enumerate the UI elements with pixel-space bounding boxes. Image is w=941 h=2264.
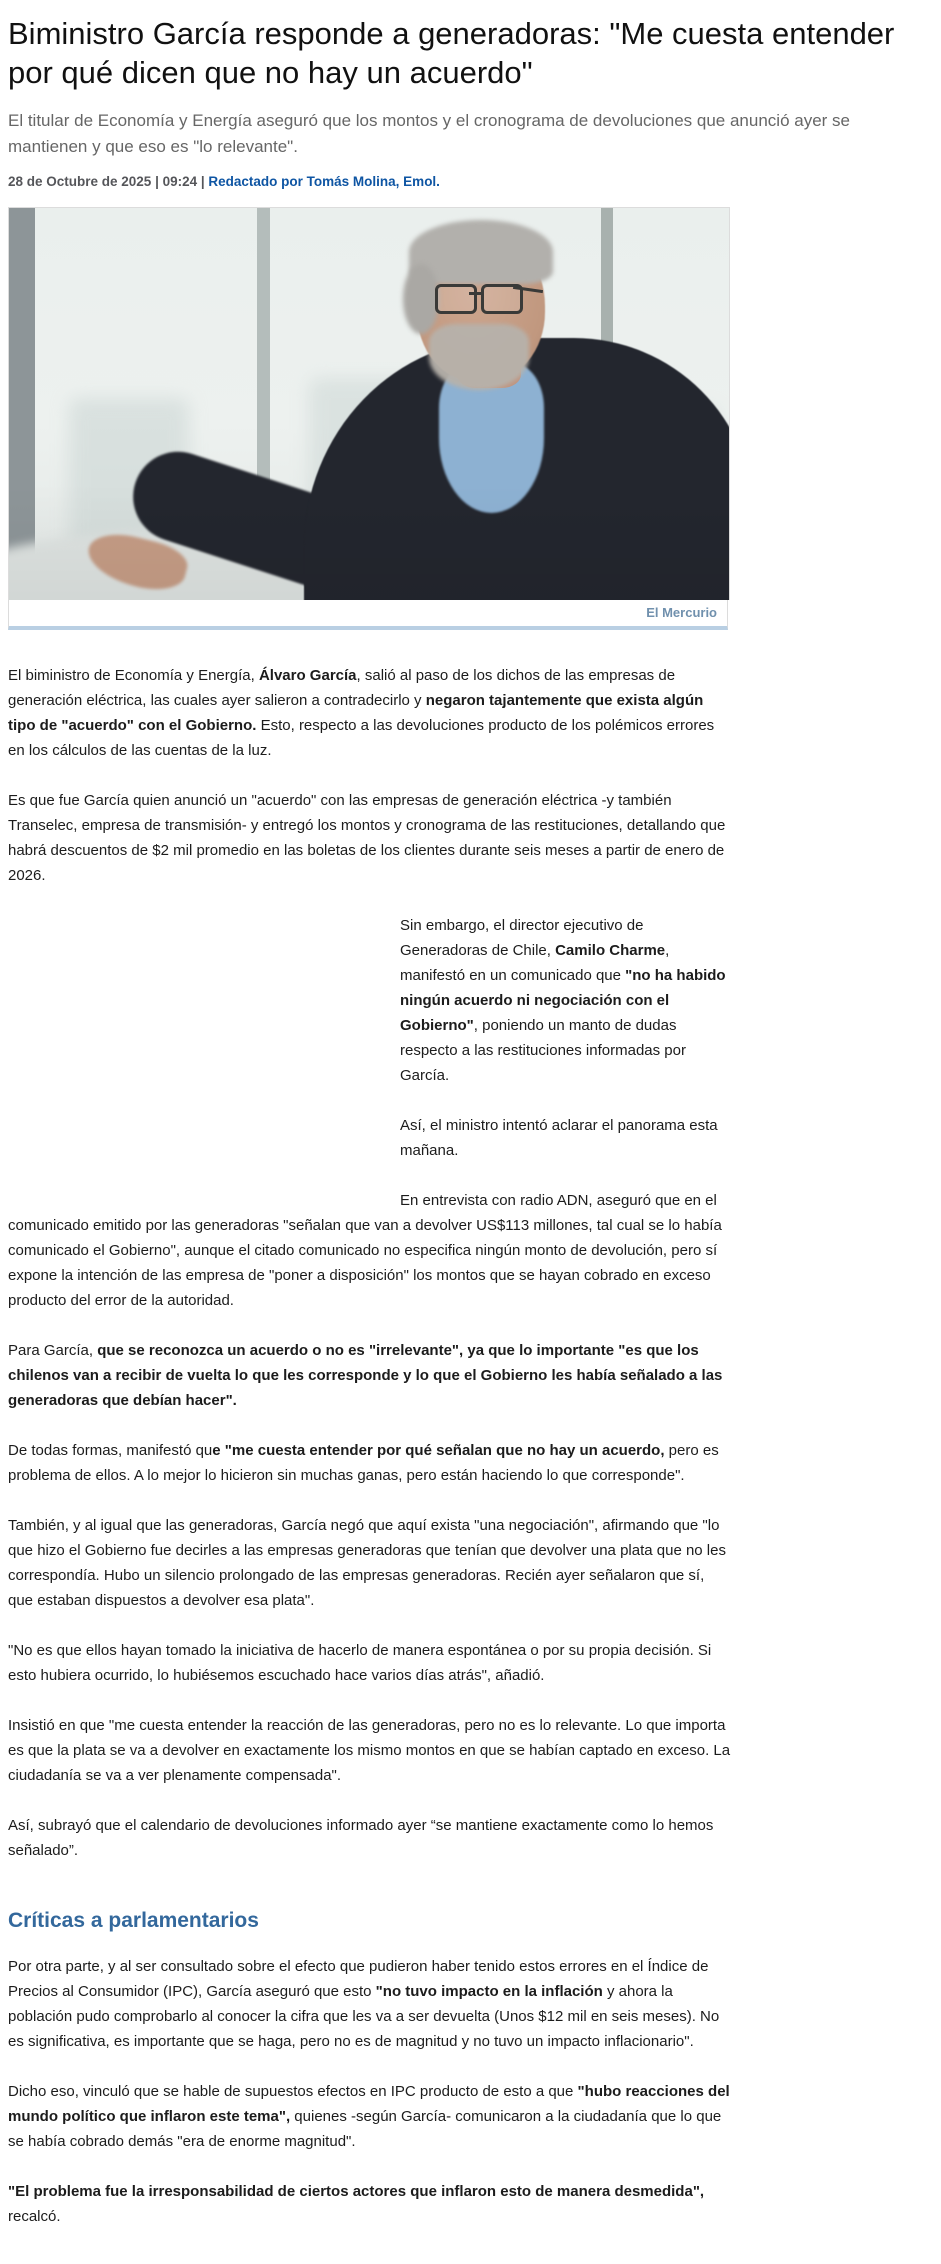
article-subtitle: El titular de Economía y Energía aseguró que los montos y el cronograma de devoluciones que anunció ayer se mantienen y que eso es "lo relevante". bbox=[8, 111, 850, 156]
article-paragraph: También, y al igual que las generadoras, García negó que aquí exista "una negociación", afirmando que "lo que hizo el Gobierno fue decirles a las empresas generadoras que tenían que devolver una plata que no les correspondía. Hubo un silencio prolongado de las empresas generadoras. Recién ayer señalaron que sí, que estaban dispuestos a devolver esa plata". bbox=[8, 1517, 726, 1609]
article-paragraph: Sin embargo, el director ejecutivo de Generadoras de Chile, Camilo Charme, manifestó en un comunicado que "no ha habido ningún acuerdo ni negociación con el Gobierno", poniendo un manto de dudas respecto a las restituciones informadas por García. bbox=[400, 917, 726, 1084]
article-paragraph: Así, subrayó que el calendario de devoluciones informado ayer “se mantiene exactamente como lo hemos señalado”. bbox=[8, 1817, 714, 1859]
article-paragraph: "No es que ellos hayan tomado la iniciativa de hacerlo de manera espontánea o por su propia decisión. Si esto hubiera ocurrido, lo hubiésemos escuchado hace varios días atrás", añadió. bbox=[8, 1642, 712, 1684]
ad-placeholder bbox=[8, 913, 400, 1209]
section-heading: Críticas a parlamentarios bbox=[8, 1909, 259, 1932]
article-body bbox=[8, 663, 732, 2229]
article-paragraph: El biministro de Economía y Energía, Álvaro García, salió al paso de los dichos de las empresas de generación eléctrica, las cuales ayer salieron a contradecirlo y negaron tajantemente que exista algún tipo de "acuerdo" con el Gobierno. Esto, respecto a las devoluciones producto de los polémicos errores en los cálculos de las cuentas de la luz. bbox=[8, 667, 715, 759]
photo-shade-overlay bbox=[9, 208, 729, 600]
article-byline bbox=[8, 174, 941, 189]
article-paragraph: Por otra parte, y al ser consultado sobre el efecto que pudieron haber tenido estos errores en el Índice de Precios al Consumidor (IPC), García aseguró que esto "no tuvo impacto en la inflación y ahora la población pudo comprobarlo al conocer la cifra que les va a ser devuelta (Unos $12 mil en seis meses). No es significativa, es importante que se haga, pero no es de magnitud y no tuvo un impacto inflacionario". bbox=[8, 1958, 720, 2050]
article-paragraph: En entrevista con radio ADN, aseguró que en el comunicado emitido por las generadoras "señalan que van a devolver US$113 millones, tal cual se lo había comunicado el Gobierno", aunque el citado comunicado no especifica ningún monto de devolución, pero sí expone la intención de las empresa de "poner a disposición" los montos que se hayan cobrado en exceso producto del error de la autoridad. bbox=[8, 1192, 722, 1309]
article-photo-figure bbox=[8, 207, 730, 630]
article-paragraph: Dicho eso, vinculó que se hable de supuestos efectos en IPC producto de esto a que "hubo reacciones del mundo político que inflaron este tema", quienes -según García- comunicaron a la ciudadanía que lo que se había cobrado demás "era de enorme magnitud". bbox=[8, 2083, 730, 2150]
article-paragraph: Es que fue García quien anunció un "acuerdo" con las empresas de generación eléctrica -y también Transelec, empresa de transmisión- y entregó los montos y cronograma de las restituciones, detallando que habrá descuentos de $2 mil promedio en las boletas de los clientes durante seis meses a partir de enero de 2026. bbox=[8, 792, 726, 884]
article-title: Biministro García responde a generadoras: "Me cuesta entender por qué dicen que no hay un acuerdo" bbox=[8, 16, 895, 90]
article-date: 28 de Octubre de 2025 | 09:24 | bbox=[8, 174, 209, 189]
article-paragraph: Insistió en que "me cuesta entender la reacción de las generadoras, pero no es lo relevante. Lo que importa es que la plata se va a devolver en exactamente los mismo montos en que se habían captado en exceso. La ciudadanía se va a ver plenamente compensada". bbox=[8, 1717, 731, 1784]
article-photo bbox=[8, 207, 730, 600]
article-paragraph: "El problema fue la irresponsabilidad de ciertos actores que inflaron esto de manera desmedida", recalcó. bbox=[8, 2183, 705, 2225]
article-paragraph: Así, el ministro intentó aclarar el panorama esta mañana. bbox=[400, 1117, 718, 1159]
article-paragraph: Para García, que se reconozca un acuerdo o no es "irrelevante", ya que lo importante "es que los chilenos van a recibir de vuelta lo que les corresponde y lo que el Gobierno les había señalado a las generadoras que debían hacer". bbox=[8, 1342, 723, 1409]
photo-credit: El Mercurio bbox=[8, 600, 728, 630]
article-author-link[interactable]: Redactado por Tomás Molina, Emol. bbox=[208, 174, 440, 189]
article-paragraph: De todas formas, manifestó que "me cuesta entender por qué señalan que no hay un acuerdo, pero es problema de ellos. A lo mejor lo hicieron sin muchas ganas, pero están haciendo lo que corresponde". bbox=[8, 1442, 719, 1484]
text-wrap-zone bbox=[8, 913, 732, 1313]
